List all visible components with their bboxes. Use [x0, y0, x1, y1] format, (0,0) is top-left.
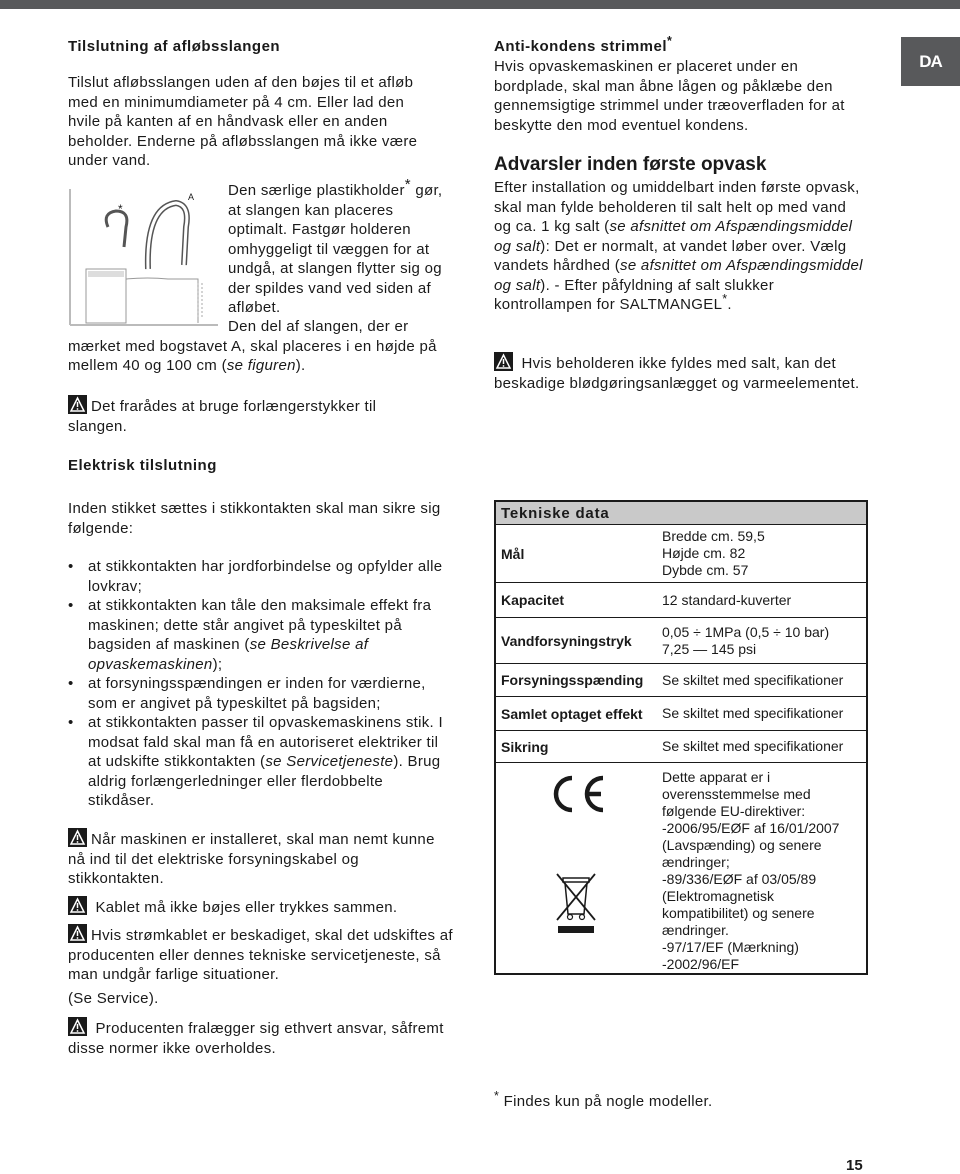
weee-bin-icon: [496, 870, 656, 939]
list-item: • at stikkontakten har jordforbindelse og opfylder alle lovkrav;: [68, 557, 453, 596]
electric-warning-1: [68, 828, 453, 889]
drain-hose-intro: Tilslut afløbsslangen uden af den bøjes til et afløb med en minimumdiameter på 4 cm. Eller lad den hvile på kanten af en håndvask eller en anden beholder. Enderne på afløbsslangen må ikke være under vand.: [68, 74, 418, 169]
compliance-line: (Lavspænding) og senere: [662, 837, 822, 853]
first-wash-text: [494, 178, 864, 315]
page-number: 15: [846, 1157, 863, 1174]
label-a-end: ).: [295, 357, 306, 374]
row-label: Sikring: [495, 731, 656, 763]
row-value: 12 standard-kuverter: [656, 583, 867, 618]
value-line: Dybde cm. 57: [662, 562, 749, 578]
figure-a-label: A: [188, 192, 195, 202]
first-wash-star: *: [722, 292, 728, 306]
list-item: [68, 596, 453, 674]
footnote-star: *: [494, 1089, 500, 1103]
row-value: Se skiltet med specifikationer: [656, 731, 867, 763]
ce-mark-icon: [496, 771, 656, 822]
compliance-line: -89/336/EØF af 03/05/89: [662, 871, 817, 887]
figure-star-label: *: [118, 202, 123, 216]
electric-warning-4: [68, 1017, 453, 1058]
row-label: Vandforsyningstryk: [495, 618, 656, 664]
first-wash-end: .: [727, 296, 732, 313]
first-wash-p1-italic: se afsnittet om Afspændingsmiddel og salt: [494, 218, 853, 255]
row-value: Se skiltet med specifikationer: [656, 697, 867, 731]
anti-title-star: *: [667, 34, 673, 48]
first-wash-p1: Efter installation og umiddelbart inden første opvask, skal man fylde beholderen til salt helt op med vand og ca. 1 kg salt (: [494, 179, 860, 235]
compliance-line: kompatibilitet) og senere: [662, 905, 815, 921]
anti-title-text: Anti-kondens strimmel: [494, 38, 668, 55]
electric-title: Elektrisk tilslutning: [68, 457, 217, 474]
row-label: Samlet optaget effekt: [495, 697, 656, 731]
bullet2-italic: se Beskrivelse af opvaskemaskinen: [88, 636, 369, 673]
compliance-line: -2006/95/EØF af 16/01/2007: [662, 820, 840, 836]
label-a-sentence: Den del af slangen, der er mærket med bogstavet A, skal placeres i en højde på mellem 40 og 100 cm (: [68, 318, 437, 374]
value-line: 0,05 ÷ 1MPa (0,5 ÷ 10 bar): [662, 623, 830, 640]
holder-text: [228, 176, 443, 318]
row-value: [656, 618, 867, 664]
warning-icon: [68, 395, 87, 414]
electric-warning-4-text: Producenten fralægger sig ethvert ansvar, såfremt disse normer ikke overholdes.: [68, 1020, 444, 1057]
electric-intro: Inden stikket sættes i stikkontakten skal man sikre sig følgende:: [68, 500, 441, 537]
bullet4-text: at stikkontakten passer til opvaskemaskinens stik. I modsat fald skal man få en autoriseret elektriker til at udskifte stikkontakten (: [88, 714, 443, 770]
technical-data-table: [494, 500, 868, 975]
bullet4-end: ). Brug aldrig forlængerledninger eller flerdobbelte stikdåser.: [88, 753, 441, 809]
warning-icon: [68, 924, 87, 943]
compliance-line: følgende EU-direktiver:: [662, 803, 806, 819]
compliance-line: Dette apparat er i: [662, 769, 771, 785]
electric-checklist: [68, 557, 453, 811]
row-label: Forsyningsspænding: [495, 664, 656, 697]
table-row: [495, 763, 867, 975]
warning-icon: [68, 1017, 87, 1036]
compliance-line: ændringer.: [662, 922, 729, 938]
table-row: [495, 664, 867, 697]
electric-warning-2: [68, 896, 453, 918]
table-row: [495, 697, 867, 731]
warning-icon: [68, 896, 87, 915]
compliance-line: overensstemmelse med: [662, 786, 811, 802]
electric-warning-3: [68, 924, 453, 1008]
salt-warning: [494, 352, 874, 393]
drain-hose-title: Tilslutning af afløbsslangen: [68, 38, 281, 55]
warning-extension-text: Det frarådes at bruge forlængerstykker til slangen.: [68, 398, 377, 435]
compliance-line: -2002/96/EF: [662, 956, 740, 972]
anti-condensation-text: Hvis opvaskemaskinen er placeret under en bordplade, skal man åbne lågen og påklæbe den gennemsigtige strimmel under træoverfladen for at beskytte den mod eventuel kondens.: [494, 58, 845, 134]
salt-warning-text: Hvis beholderen ikke fyldes med salt, kan det beskadige blødgøringsanlægget og varmeelementet.: [494, 355, 860, 392]
electric-warning-3-extra: (Se Service).: [68, 989, 159, 1007]
compliance-text: [656, 763, 867, 975]
language-tab: DA: [901, 37, 960, 86]
value-line: Højde cm. 82: [662, 545, 746, 561]
table-row: [495, 618, 867, 664]
first-wash-p2-italic: se afsnittet om Afspændingsmiddel og salt: [494, 257, 863, 294]
first-wash-title: Advarsler inden første opvask: [494, 154, 767, 175]
table-row: [495, 731, 867, 763]
electric-warning-1-text: Når maskinen er installeret, skal man nemt kunne nå ind til det elektriske forsyningskabel og stikkontakten.: [68, 831, 435, 887]
anti-condensation-title: [494, 34, 673, 55]
value-line: 7,25 — 145 psi: [662, 640, 757, 657]
row-label: Kapacitet: [495, 583, 656, 618]
bullet2-end: );: [212, 655, 223, 673]
first-wash-p3: ). - Efter påfyldning af salt slukker kontrollampen for SALTMANGEL: [494, 276, 774, 313]
label-a-text: [68, 317, 448, 376]
top-bar: [0, 0, 960, 9]
row-value: [656, 525, 867, 583]
footnote: [494, 1089, 713, 1112]
hose-installation-figure: [68, 187, 218, 327]
compliance-line: (Elektromagnetisk: [662, 888, 775, 904]
row-value: Se skiltet med specifikationer: [656, 664, 867, 697]
bullet2-text: at stikkontakten kan tåle den maksimale effekt fra maskinen; dette står angivet på typeskiltet på bagsiden af maskinen (: [88, 597, 432, 653]
footnote-text: Findes kun på nogle modeller.: [503, 1093, 713, 1110]
row-label: Mål: [495, 525, 656, 583]
table-header: Tekniske data: [495, 501, 867, 525]
value-line: Bredde cm. 59,5: [662, 528, 765, 544]
electric-warning-3-text: Hvis strømkablet er beskadiget, skal det udskiftes af producenten eller dennes tekniske servicetjeneste, så man undgår farlige situationer.: [68, 927, 453, 983]
list-item: • at forsyningsspændingen er inden for værdierne, som er angivet på typeskiltet på bagsiden;: [68, 674, 453, 713]
compliance-line: -97/17/EF (Mærkning): [662, 939, 799, 955]
label-a-italic: se figuren: [226, 357, 296, 374]
first-wash-p2: ): Det er normalt, at vandet løber over. Vælg vandets hårdhed (: [494, 237, 847, 274]
warning-icon: [68, 828, 87, 847]
table-row: [495, 525, 867, 583]
compliance-line: ændringer;: [662, 854, 730, 870]
marks-cell: [495, 763, 656, 975]
warning-icon: [494, 352, 513, 371]
bullet4-italic: se Servicetjeneste: [265, 753, 394, 770]
list-item: [68, 713, 453, 811]
electric-warning-2-text: Kablet må ikke bøjes eller trykkes sammen.: [95, 899, 398, 916]
warning-extension: [68, 395, 408, 436]
table-row: [495, 583, 867, 618]
holder-text-rest: gør, at slangen kan placeres optimalt. Fastgør holderen omhyggeligt til væggen for at undgå, at slangen flytter sig og der spildes vand ved siden af afløbet.: [228, 182, 443, 316]
holder-star: *: [404, 176, 411, 193]
holder-text-lead: Den særlige plastikholder: [228, 182, 405, 199]
